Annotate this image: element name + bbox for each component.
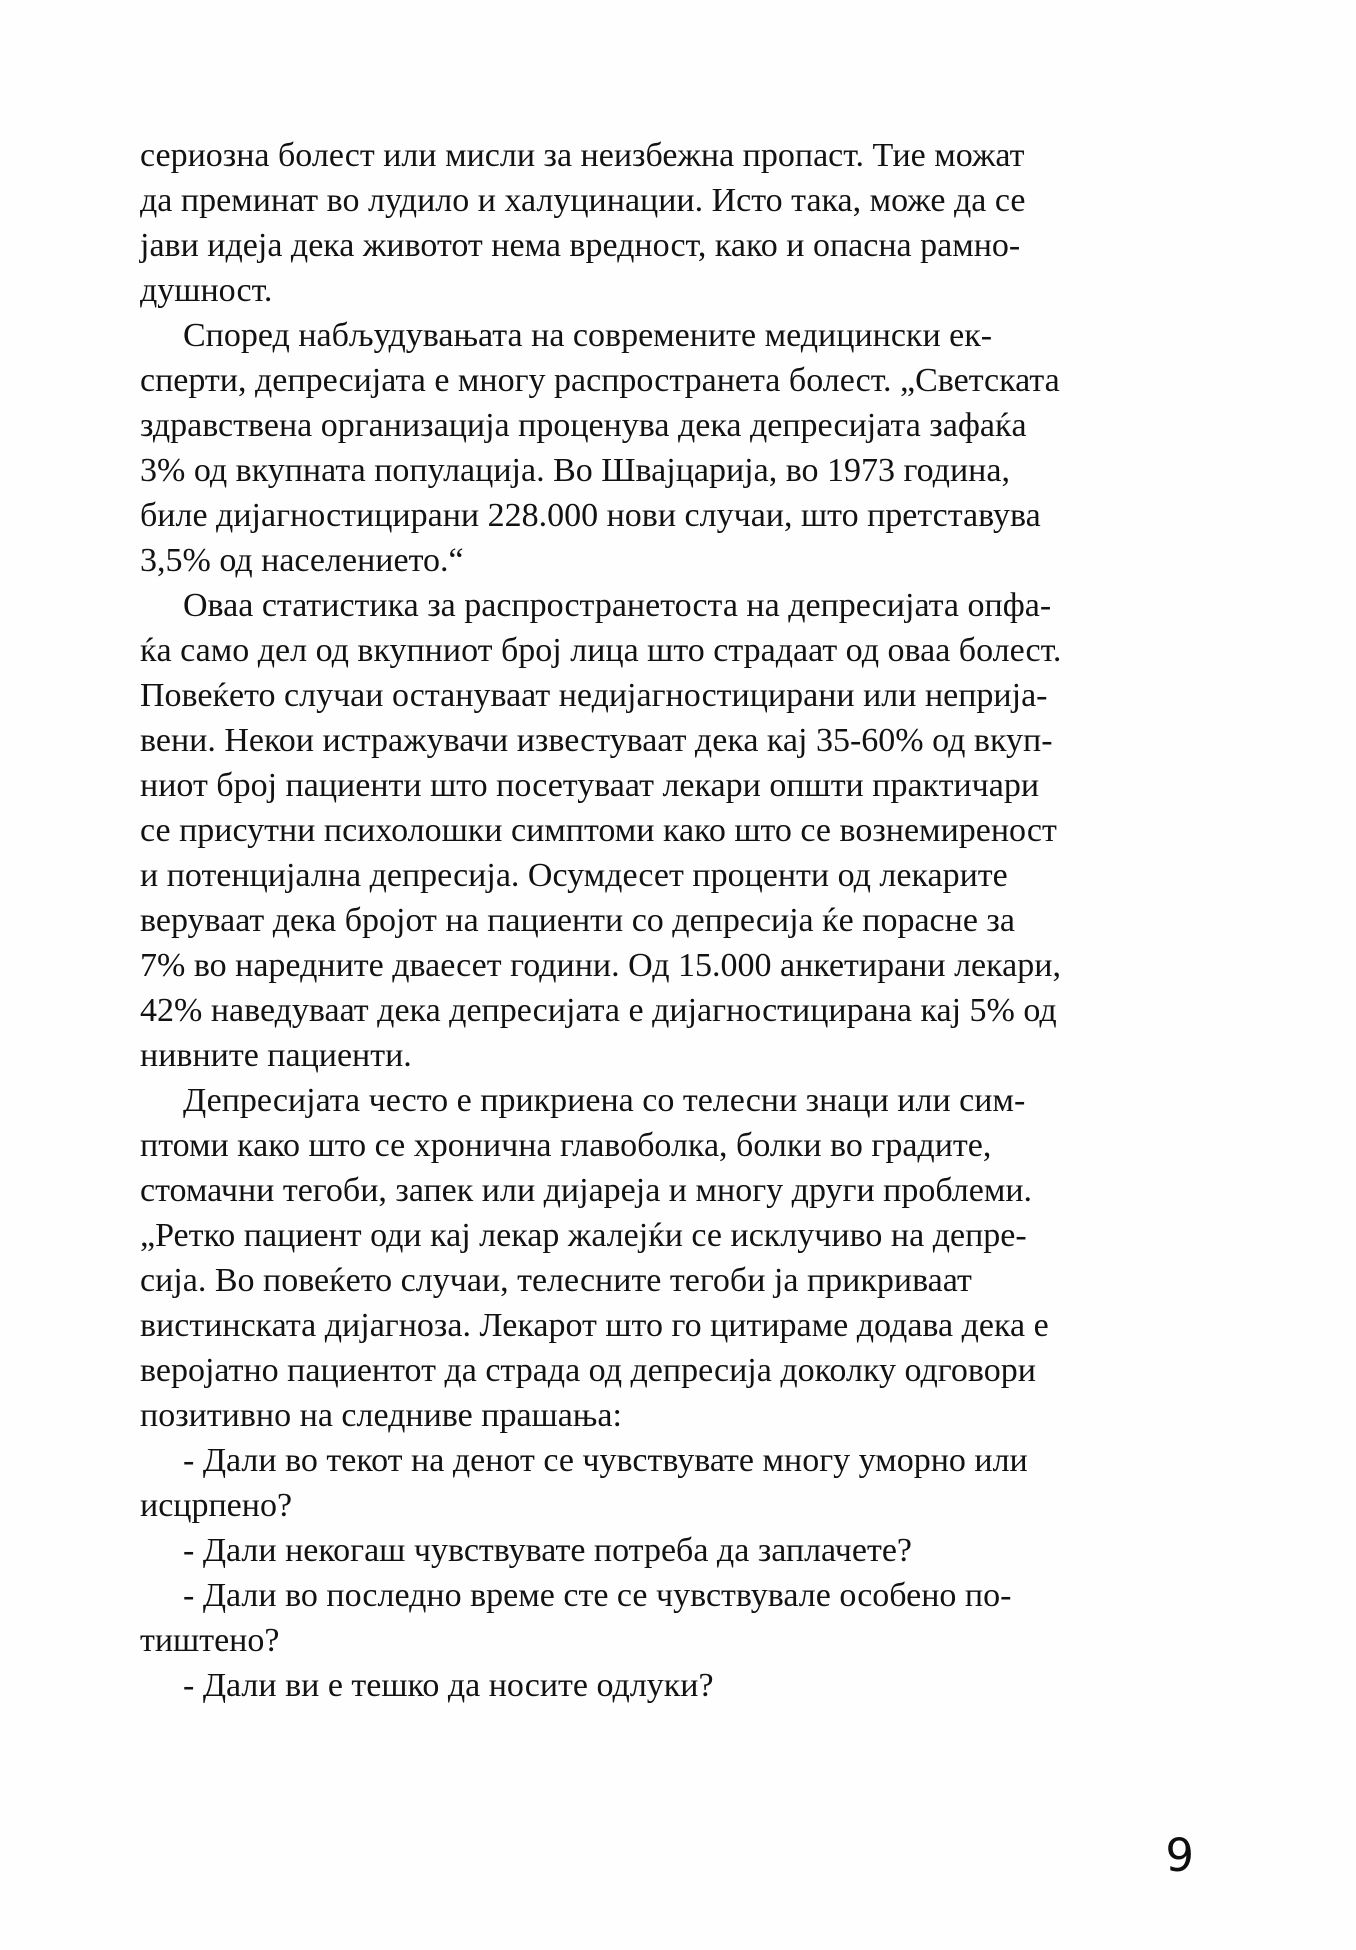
paragraph: [140, 313, 1060, 583]
page-text: [140, 133, 1062, 1708]
text-line: - Дали ви е тешко да носите одлуки?: [183, 1667, 714, 1704]
paragraph: [140, 583, 1062, 1078]
text-line: сија. Во повеќето случаи, телесните тегоби ја прикриваат: [140, 1262, 972, 1299]
text-line: 42% наведуваат дека депресијата е дијагностицирана кај 5% од: [140, 992, 1057, 1029]
text-line: Според набљудувањата на современите медицински ек-: [183, 317, 993, 354]
text-line: - Дали некогаш чувствувате потреба да заплачете?: [183, 1532, 913, 1569]
text-line: да преминат во лудило и халуцинации. Исто така, може да се: [140, 182, 1026, 219]
text-line: птоми како што се хронична главоболка, болки во градите,: [140, 1127, 992, 1164]
text-line: 7% во наредните дваесет години. Од 15.000 анкетирани лекари,: [140, 947, 1061, 984]
text-line: здравствена организација проценува дека депресијата зафаќа: [140, 407, 1027, 444]
text-line: сперти, депресијата е многу распространета болест. „Светската: [140, 362, 1060, 399]
text-line: вистинската дијагноза. Лекарот што го цитираме додава дека е: [140, 1307, 1049, 1344]
text-line: вени. Некои истражувачи известуваат дека кај 35-60% од вкуп-: [140, 722, 1053, 759]
text-line: тиштено?: [140, 1622, 280, 1659]
text-line: веројатно пациентот да страда од депресија доколку одговори: [140, 1352, 1036, 1389]
text-line: нивните пациенти.: [140, 1037, 412, 1074]
text-line: стомачни тегоби, запек или дијареја и многу други проблеми.: [140, 1172, 1033, 1209]
paragraph: [140, 1573, 1012, 1663]
text-line: Депресијата често е прикриена со телесни знаци или сим-: [183, 1082, 1026, 1119]
text-line: се присутни психолошки симптоми како што се вознемиреност: [140, 812, 1057, 849]
text-line: ќа само дел од вкупниот број лица што страдаат од оваа болест.: [140, 632, 1062, 669]
paragraph: [140, 133, 1026, 313]
text-line: „Ретко пациент оди кај лекар жалејќи се исклучиво на депре-: [140, 1217, 1027, 1254]
text-line: јави идеја дека животот нема вредност, како и опасна рамно-: [140, 227, 1021, 264]
text-line: позитивно на следниве прашања:: [140, 1397, 622, 1434]
text-line: - Дали во последно време сте се чувствувале особено по-: [183, 1577, 1012, 1614]
text-line: веруваат дека бројот на пациенти со депресија ќе порасне за: [140, 902, 1015, 939]
text-line: 3% од вкупната популација. Во Швајцарија, во 1973 година,: [140, 452, 1010, 489]
paragraph: [140, 1438, 1028, 1528]
text-line: душност.: [140, 272, 273, 309]
text-line: Оваа статистика за распространетоста на депресијата опфа-: [183, 587, 1052, 624]
paragraph: [140, 1663, 964, 1708]
text-line: ниот број пациенти што посетуваат лекари општи практичари: [140, 767, 1040, 804]
paragraph: [140, 1078, 1049, 1438]
page-number: 9: [1165, 1829, 1194, 1882]
text-line: сериозна болест или мисли за неизбежна пропаст. Тие можат: [140, 137, 1025, 174]
text-line: и потенцијална депресија. Осумдесет проценти од лекарите: [140, 857, 1008, 894]
text-line: - Дали во текот на денот се чувствувате многу уморно или: [183, 1442, 1028, 1479]
text-line: Повеќето случаи остануваат недијагностицирани или неприја-: [140, 677, 1048, 714]
text-line: исцрпено?: [140, 1487, 293, 1524]
paragraph: [140, 1528, 964, 1573]
text-line: биле дијагностицирани 228.000 нови случаи, што претставува: [140, 497, 1041, 534]
text-line: 3,5% од населението.“: [140, 542, 464, 579]
